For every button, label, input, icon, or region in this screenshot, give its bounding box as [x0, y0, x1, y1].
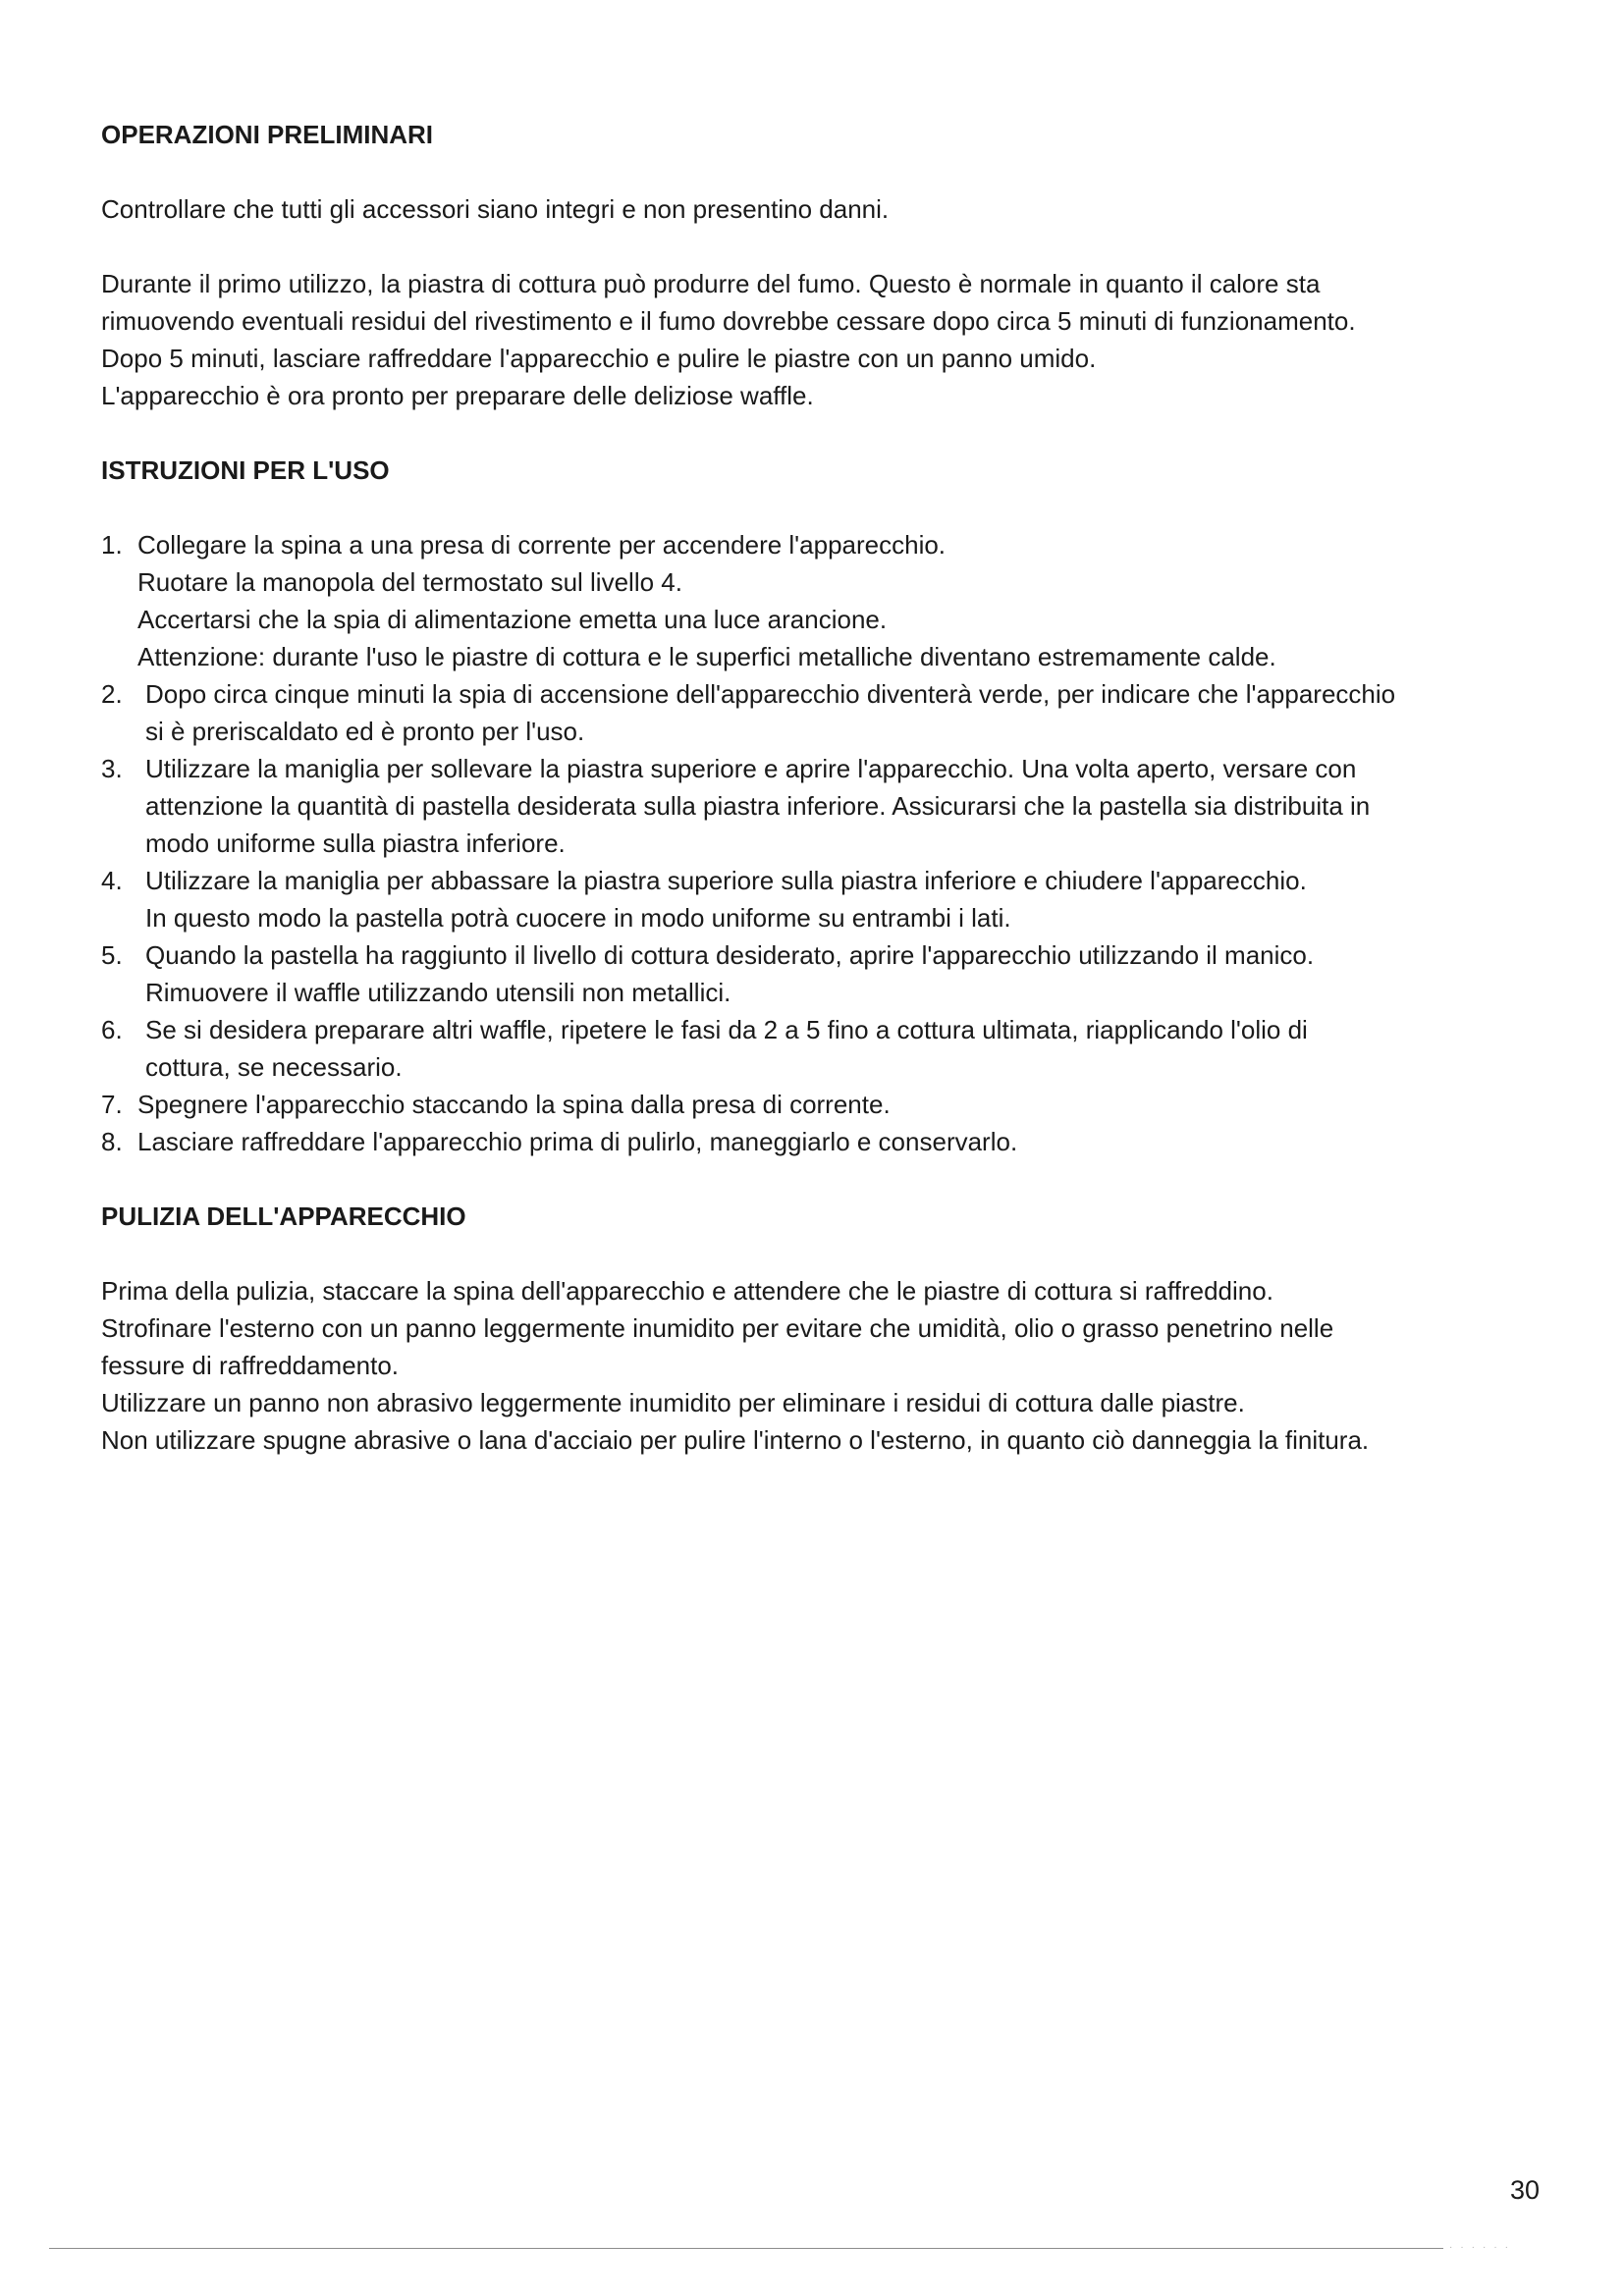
text-line: Utilizzare un panno non abrasivo leggermente inumidito per eliminare i residui di cottura dalle piastre.	[101, 1388, 1245, 1417]
section-heading-preliminary: OPERAZIONI PRELIMINARI	[101, 120, 434, 149]
list-item	[101, 936, 1544, 1011]
text-line: Dopo circa cinque minuti la spia di accensione dell'apparecchio diventerà verde, per indicare che l'apparecchio	[145, 679, 1396, 709]
step-body	[137, 1123, 1544, 1160]
step-body	[145, 1011, 1544, 1086]
step-number: 3.	[101, 754, 123, 783]
page-number: 30	[1510, 2175, 1541, 2205]
step-number: 5.	[101, 940, 123, 970]
step-number: 4.	[101, 866, 123, 895]
text-line: attenzione la quantità di pastella desiderata sulla piastra inferiore. Assicurarsi che la pastella sia distribuita in	[145, 791, 1371, 821]
step-number: 7.	[101, 1090, 123, 1119]
step-body	[145, 675, 1544, 750]
text-line: Utilizzare la maniglia per sollevare la piastra superiore e aprire l'apparecchio. Una volta aperto, versare con	[145, 754, 1357, 783]
preliminary-paragraph-1	[101, 190, 1544, 228]
step-body	[137, 526, 1544, 675]
list-item	[101, 1086, 1544, 1123]
text-line: Dopo 5 minuti, lasciare raffreddare l'apparecchio e pulire le piastre con un panno umido.	[101, 344, 1097, 373]
text-line: Utilizzare la maniglia per abbassare la piastra superiore sulla piastra inferiore e chiudere l'apparecchio.	[145, 866, 1307, 895]
text-line: Non utilizzare spugne abrasive o lana d'acciaio per pulire l'interno o l'esterno, in quanto ciò danneggia la finitura.	[101, 1425, 1370, 1455]
text-line: Rimuovere il waffle utilizzando utensili non metallici.	[145, 978, 731, 1007]
text-line: rimuovendo eventuali residui del rivestimento e il fumo dovrebbe cessare dopo circa 5 minuti di funzionamento.	[101, 306, 1356, 336]
step-body	[145, 750, 1544, 862]
step-body	[145, 862, 1544, 936]
text-line: si è preriscaldato ed è pronto per l'uso.	[145, 717, 585, 746]
text-line: Lasciare raffreddare l'apparecchio prima di pulirlo, maneggiarlo e conservarlo.	[137, 1127, 1018, 1156]
text-line: Prima della pulizia, staccare la spina dell'apparecchio e attendere che le piastre di cottura si raffreddino.	[101, 1276, 1273, 1306]
section-heading-instructions: ISTRUZIONI PER L'USO	[101, 455, 390, 485]
text-line: modo uniforme sulla piastra inferiore.	[145, 828, 566, 858]
text-line: Quando la pastella ha raggiunto il livello di cottura desiderato, aprire l'apparecchio utilizzando il manico.	[145, 940, 1315, 970]
step-body	[137, 1086, 1544, 1123]
text-line: Se si desidera preparare altri waffle, ripetere le fasi da 2 a 5 fino a cottura ultimata, riapplicando l'olio di	[145, 1015, 1308, 1044]
preliminary-paragraph-2	[101, 265, 1544, 414]
text-line: Spegnere l'apparecchio staccando la spina dalla presa di corrente.	[137, 1090, 891, 1119]
text-line: cottura, se necessario.	[145, 1052, 403, 1082]
step-number: 8.	[101, 1127, 123, 1156]
footer-divider	[49, 2248, 1443, 2249]
step-number: 2.	[101, 679, 123, 709]
instruction-steps-list	[101, 526, 1544, 1160]
list-item	[101, 750, 1544, 862]
list-item	[101, 1011, 1544, 1086]
text-line: In questo modo la pastella potrà cuocere in modo uniforme su entrambi i lati.	[145, 903, 1011, 933]
text-line: Ruotare la manopola del termostato sul livello 4.	[137, 567, 682, 597]
list-item	[101, 1123, 1544, 1160]
text-line: Attenzione: durante l'uso le piastre di cottura e le superfici metalliche diventano estremamente calde.	[137, 642, 1276, 671]
text-line: fessure di raffreddamento.	[101, 1351, 400, 1380]
text-line: Durante il primo utilizzo, la piastra di cottura può produrre del fumo. Questo è normale in quanto il calore sta	[101, 269, 1321, 298]
text-line: Collegare la spina a una presa di corrente per accendere l'apparecchio.	[137, 530, 947, 560]
text-line: L'apparecchio è ora pronto per preparare delle deliziose waffle.	[101, 381, 814, 410]
footer-decoration: ······	[1449, 2242, 1516, 2253]
step-body	[145, 936, 1544, 1011]
list-item	[101, 526, 1544, 675]
text-line: Strofinare l'esterno con un panno leggermente inumidito per evitare che umidità, olio o grasso penetrino nelle	[101, 1313, 1334, 1343]
text-line: Accertarsi che la spia di alimentazione emetta una luce arancione.	[137, 605, 888, 634]
document-page	[101, 116, 1544, 1459]
section-heading-cleaning: PULIZIA DELL'APPARECCHIO	[101, 1201, 466, 1231]
cleaning-paragraph	[101, 1272, 1544, 1459]
list-item	[101, 862, 1544, 936]
step-number: 1.	[101, 530, 123, 560]
text-line: Controllare che tutti gli accessori siano integri e non presentino danni.	[101, 194, 890, 224]
list-item	[101, 675, 1544, 750]
step-number: 6.	[101, 1015, 123, 1044]
